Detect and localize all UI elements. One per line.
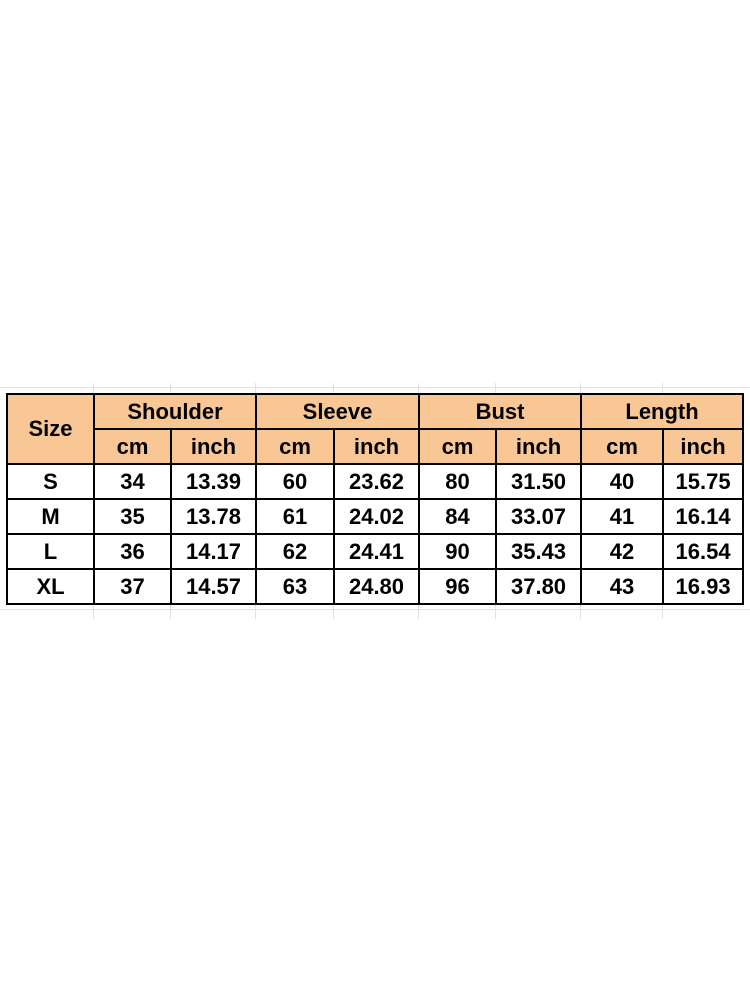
table-cell: 14.57 <box>171 569 256 604</box>
table-cell: 80 <box>419 464 496 499</box>
table-cell: 35.43 <box>496 534 581 569</box>
header-unit-row <box>7 429 743 464</box>
table-cell: 84 <box>419 499 496 534</box>
table-cell: 61 <box>256 499 334 534</box>
table-cell: 62 <box>256 534 334 569</box>
table-cell: 24.41 <box>334 534 419 569</box>
unit-header: inch <box>334 429 419 464</box>
table-cell: 36 <box>94 534 171 569</box>
table-cell: 37 <box>94 569 171 604</box>
unit-header: cm <box>94 429 171 464</box>
unit-header: cm <box>581 429 663 464</box>
unit-header: cm <box>419 429 496 464</box>
size-cell: M <box>7 499 94 534</box>
table-cell: 16.54 <box>663 534 743 569</box>
table-cell: 14.17 <box>171 534 256 569</box>
table-row <box>7 534 743 569</box>
table-cell: 35 <box>94 499 171 534</box>
table-cell: 60 <box>256 464 334 499</box>
table-row <box>7 464 743 499</box>
size-cell: L <box>7 534 94 569</box>
table-cell: 37.80 <box>496 569 581 604</box>
sleeve-header: Sleeve <box>256 394 419 429</box>
table-cell: 15.75 <box>663 464 743 499</box>
table-cell: 16.14 <box>663 499 743 534</box>
table-cell: 34 <box>94 464 171 499</box>
table-cell: 63 <box>256 569 334 604</box>
size-chart-table <box>6 393 744 605</box>
unit-header: inch <box>171 429 256 464</box>
table-cell: 13.78 <box>171 499 256 534</box>
table-cell: 40 <box>581 464 663 499</box>
table-cell: 41 <box>581 499 663 534</box>
table-row <box>7 569 743 604</box>
unit-header: inch <box>496 429 581 464</box>
length-header: Length <box>581 394 743 429</box>
table-cell: 13.39 <box>171 464 256 499</box>
table-cell: 23.62 <box>334 464 419 499</box>
size-cell: S <box>7 464 94 499</box>
gridline <box>0 387 750 388</box>
table-cell: 33.07 <box>496 499 581 534</box>
table-cell: 43 <box>581 569 663 604</box>
shoulder-header: Shoulder <box>94 394 256 429</box>
size-cell: XL <box>7 569 94 604</box>
unit-header: inch <box>663 429 743 464</box>
gridline <box>0 609 750 610</box>
table-cell: 24.80 <box>334 569 419 604</box>
table-cell: 96 <box>419 569 496 604</box>
table-cell: 24.02 <box>334 499 419 534</box>
table-cell: 31.50 <box>496 464 581 499</box>
bust-header: Bust <box>419 394 581 429</box>
unit-header: cm <box>256 429 334 464</box>
size-header: Size <box>7 394 94 464</box>
table-row <box>7 499 743 534</box>
header-group-row <box>7 394 743 429</box>
table-cell: 42 <box>581 534 663 569</box>
table-cell: 90 <box>419 534 496 569</box>
table-cell: 16.93 <box>663 569 743 604</box>
